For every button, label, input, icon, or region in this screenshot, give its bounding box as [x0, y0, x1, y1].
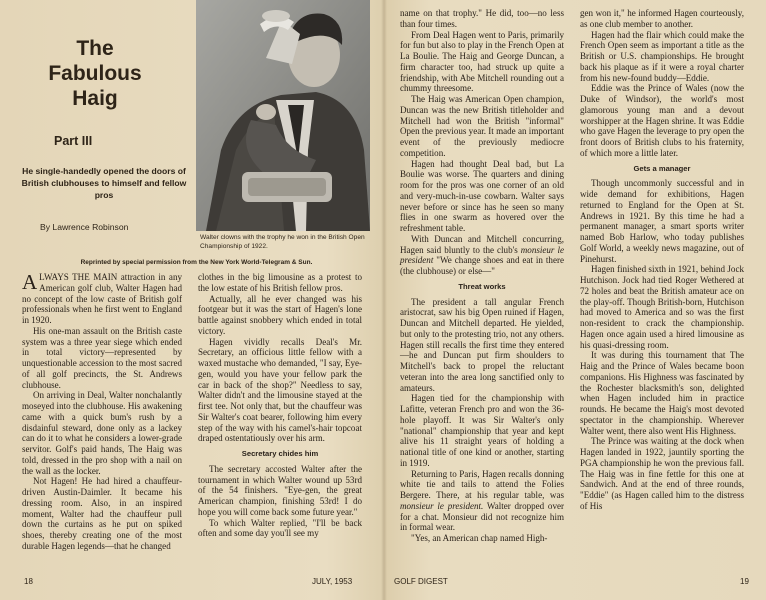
paragraph-text: Returning to Paris, Hagen recalls donning white tie and tails to attend the Folies Bergere. There, at his regular table, was — [400, 468, 564, 500]
paragraph: The Prince was waiting at the dock when Hagen landed in 1922, jauntily sporting the PGA championship he won the previous fall. The Haig was in fine fettle for this one at Sandwich. And at the end of three rounds, "Eddie" (as Hagen called him to the distress of His — [580, 436, 744, 511]
paragraph-text: With Duncan and Mitchell concurring, Hagen said bluntly to the club's — [400, 233, 564, 255]
section-heading: Secretary chides him — [241, 449, 319, 458]
paragraph-text: LWAYS THE MAIN attraction in any American golf club, Walter Hagen had no concept of the low caste of British golf professionals when he first went to England in 1920. — [22, 272, 182, 325]
column-2 — [198, 272, 362, 539]
byline: By Lawrence Robinson — [40, 222, 129, 232]
section-heading: Gets a manager — [633, 163, 691, 173]
paragraph: gen won it," he informed Hagen courteously, as one club member to another. — [580, 8, 744, 29]
paragraph: Not Hagen! He had hired a chauffeur-driven Austin-Daimler. It became his dressing room. Also, in an inspired moment, Walter had the chauffeur pull down the curtains as he put on spiked shoes, thereby creating one of the most durable Hagen legends—that he changed — [22, 476, 182, 551]
section-heading: Threat works — [458, 281, 506, 291]
paragraph: The secretary accosted Walter after the tournament in which Walter wound up 53rd of the 54 finishers. "Eye-gen, the great American champion, finishing 53rd! I do hope you will come back some future year." — [198, 463, 362, 517]
paragraph — [22, 272, 182, 326]
paragraph: From Deal Hagen went to Paris, primarily for fun but also to play in the French Open at La Boulie. The Haig and George Duncan, a firm character too, had struck up quite a friendship, with Abe Mitchell rounding out a chummy threesome. — [400, 29, 564, 94]
paragraph — [400, 469, 564, 534]
magazine-name: GOLF DIGEST — [394, 577, 448, 586]
paragraph-text: Walter dropped over for a chat. Monsieur did not recognize him in formal wear. — [400, 500, 565, 533]
page-number-right: 19 — [740, 577, 749, 586]
article-title — [0, 36, 190, 111]
title-line: Haig — [72, 87, 118, 110]
reprint-credit: Reprinted by special permission from the New York World-Telegram & Sun. — [80, 259, 313, 266]
column-3 — [400, 8, 564, 544]
paragraph-text: "We change shoes and eat in there (the clubhouse) or else—" — [400, 255, 564, 276]
paragraph: Eddie was the Prince of Wales (now the Duke of Windsor), the world's most glamorous young man and a devout worshipper at the Hagen shrine. It was Eddie who gave Hagen the leverage to pry open the front doors of British clubs to his fraternity, of which more a little later. — [580, 83, 744, 158]
part-label: Part III — [54, 134, 93, 148]
italic-text: monsieur le president. — [400, 500, 484, 511]
paragraph: On arriving in Deal, Walter nonchalantly moseyed into the clubhouse. His awakening came with a quick bum's rush by a disdainful steward, done only as a lackey can do it to what he considers a lower-grade servitor. Golf's paid hands, The Haig was told, dressed in the pro shop with a nail on the wall as the locker. — [22, 390, 182, 476]
photo-walter-hagen-trophy — [196, 0, 370, 231]
paragraph: Though uncommonly successful and in wide demand for exhibitions, Hagen returned to England for the Open at St. Andrews in 1921. By this time he had a permanent manager, a smart sports writer named Bob Harlow, who today publishes Golf World, a weekly news magazine, out of Pinehurst. — [580, 178, 744, 264]
paragraph: The president a tall angular French aristocrat, saw his big Open ruined if Hagen, Duncan and Mitchell departed. He yielded, but only to the protesting trio, not any others. Hagen still recalls the first time they entered—he and Duncan put firm shoulders to Mitchell's back to propel the reluctant veteran into the area long sanctified only to amateurs. — [400, 296, 564, 393]
paragraph: Hagen finished sixth in 1921, behind Jock Hutchison. Jock had tied Roger Wethered at 72 holes and beat the British amateur ace on the play-off. Though British-born, Hutchison had moved to America and so was the first non-resident to crack the championship. Hagen once again used a hired limousine as his quasi-dressing room. — [580, 264, 744, 350]
paragraph: To which Walter replied, "I'll be back often and some day you'll see my — [198, 517, 362, 539]
photo-illustration — [196, 0, 370, 231]
paragraph — [400, 234, 564, 277]
paragraph: The Haig was American Open champion, Duncan was the new British titleholder and Mitchell had won the British "informal" Open the previous year. It made an important event of the previously mediocre competition. — [400, 94, 564, 158]
issue-date: JULY, 1953 — [312, 577, 353, 586]
paragraph: Hagen vividly recalls Deal's Mr. Secretary, an officious little fellow with a waxed mustache who demanded, "I say, Eye-gen, would you have your fellow park the car in back of the shop?" Needless to say, Walter didn't and the limousine stayed at the first tee. Not only that, but the chauffeur was Sir Walter's coat bearer, following him every step of the way with his camel's-hair topcoat draped ostentatiously over his arm. — [198, 336, 362, 444]
paragraph: name on that trophy." He did, too—no less than four times. — [400, 8, 564, 29]
book-gutter — [381, 0, 387, 600]
paragraph: Hagen had the flair which could make the French Open seem as important a title as the British or U.S. championships. He brought back his plaque as if it were a royal charter from his new-found buddy—Eddie. — [580, 29, 744, 83]
paragraph: It was during this tournament that The Haig and the Prince of Wales became boon companions. His Highness was fascinated by the Rochester blacksmith's son, delighted when Hagen included him in practice rounds. He became the Haig's most devoted spectator in the championship. Wherever Walter went, there also went His Highness. — [580, 350, 744, 436]
page-number-left: 18 — [24, 577, 33, 586]
column-1 — [22, 272, 182, 552]
column-4 — [580, 8, 744, 512]
photo-caption: Walter clowns with the trophy he won in the British Open Championship of 1922. — [200, 234, 365, 250]
paragraph: Actually, all he ever changed was his footgear but it was the start of Hagen's lone battle against snobbery which ended in total victory. — [198, 293, 362, 336]
article-deck: He single-handedly opened the doors of British clubhouses to himself and fellow pros — [21, 166, 187, 200]
right-page — [384, 0, 766, 600]
drop-cap: A — [22, 270, 38, 294]
title-line: The — [76, 37, 114, 60]
paragraph: clothes in the big limousine as a protest to the low estate of his British fellow pros. — [198, 272, 362, 293]
title-line: Fabulous — [48, 62, 142, 85]
paragraph: Hagen tied for the championship with Lafitte, veteran French pro and won the 36-hole playoff. It was Sir Walter's only "national" championship that year and kept alive his 11 straight years of holding a national title of one kind or another, starting in 1919. — [400, 393, 564, 468]
italic-text: monsieur le president — [400, 244, 564, 266]
paragraph: "Yes, an American chap named High- — [411, 533, 548, 543]
paragraph: His one-man assault on the British caste system was a three year siege which ended in total victory—represented by unquestionable accession to the most sacred of all golf precincts, the St. Andrews clubhouse. — [22, 325, 182, 390]
paragraph: Hagen had thought Deal bad, but La Boulie was worse. The quarters and dining room for the pros was one corner of an old and very-much-in-use cowbarn. Walter says never before or since has he seen so many flies in one swarm as hovered over the refreshment table. — [400, 158, 564, 233]
